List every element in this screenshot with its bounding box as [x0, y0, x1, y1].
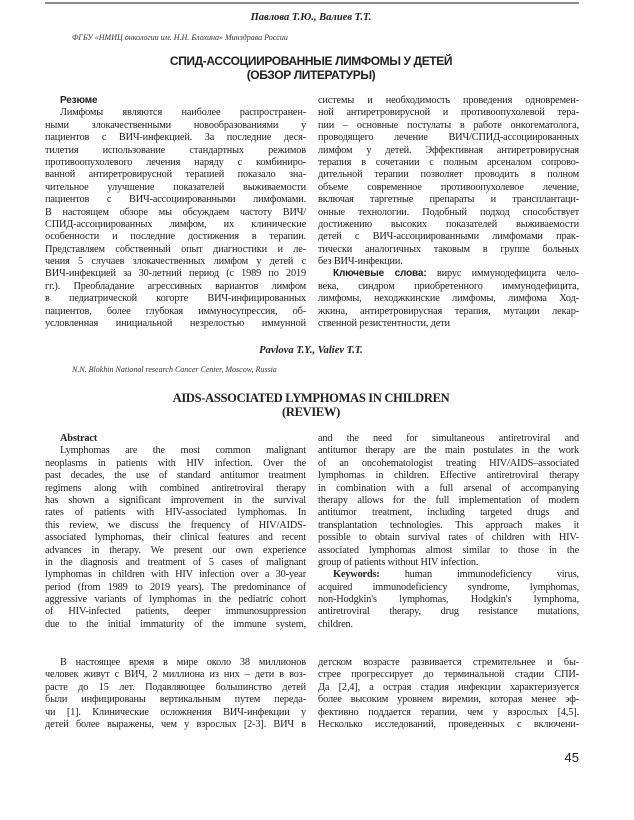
text-line: due to the initial immaturity of the immune system,	[45, 618, 306, 630]
keywords-en	[318, 582, 579, 632]
text-line: therapy allows for the full implementation of modern	[318, 494, 579, 506]
keywords-en-first-line	[318, 569, 579, 581]
text-line: associated lymphomas almost similar to those in the	[318, 544, 579, 556]
text-line: детей с ВИЧ-ассоциированными лимфомами прак-	[318, 231, 579, 243]
text-line: Лимфомы являются наиболее распространен-	[60, 107, 306, 119]
text-line: онные технологии. Подобный подход способствует	[318, 206, 579, 218]
text-line: чения 5 случаев злокачественных лимфом у детей с	[45, 256, 306, 268]
text-line: чительное улучшение показателей выживаемости	[45, 181, 306, 193]
abstract-en-text	[45, 445, 306, 631]
authors-ru: Павлова Т.Ю., Валиев Т.Т.	[250, 12, 372, 23]
text-line: rates of patients with HIV-associated lymphomas. In	[45, 507, 306, 519]
text-line: possible to obtain survival rates of children with HIV-	[318, 532, 579, 544]
text-line: antitumor treatment, including targeted drugs and	[318, 507, 579, 519]
keywords-ru-text: вирус иммунодефицита чело-	[436, 268, 579, 280]
text-line: объеме современное противоопухолевое лечение,	[318, 181, 579, 193]
keywords-label-en: Keywords:	[333, 569, 380, 581]
text-line: чи [1]. Клинические осложнения ВИЧ-инфекции у	[45, 706, 306, 718]
text-line: ственной резистентности, дети	[318, 318, 450, 330]
keywords-ru-first-line	[318, 268, 579, 280]
abstract-ru-text	[45, 107, 306, 330]
text-line: Несколько исследований, проведенных с включени-	[318, 718, 579, 730]
page-number: 45	[564, 750, 579, 765]
text-line: aggressive variants of lymphomas in the pediatric cohort	[45, 594, 306, 606]
body-right-column	[318, 657, 579, 731]
text-line: условленная инициальной незрелостью иммунной	[45, 318, 306, 330]
text-line: non-Hodgkin's lymphomas, Hodgkin's lymphoma,	[318, 594, 579, 606]
text-line: in combination with a full arsenal of accompanying	[318, 482, 579, 494]
text-line: transplantation technologies. This approach makes it	[318, 519, 579, 531]
text-line: ной антиретровирусной и противоопухолевой тера-	[318, 107, 579, 119]
text-line: лимфом у детей. Эффективная антиретровирусная	[318, 144, 579, 156]
text-line: group of patients without HIV infection.	[318, 556, 479, 568]
text-line: lymphomas in children. Effective antiretroviral therapy	[318, 470, 579, 482]
text-line: В настоящее время в мире около 38 миллионов	[60, 657, 306, 668]
title-line: (REVIEW)	[281, 405, 341, 419]
body-text-cont	[318, 657, 579, 731]
text-line: в педиатрической когорте ВИЧ-инфицированных	[45, 293, 306, 305]
text-line: пии – основные постулаты в работе онкогематолога,	[318, 119, 579, 131]
text-line: пациентов с ВИЧ-ассоциированными лимфомами.	[45, 194, 306, 206]
abstract-en-left-column	[45, 433, 306, 631]
abstract-ru-text-cont	[318, 95, 579, 268]
text-line: расте до 15 лет. Подавляющее большинство детей	[45, 681, 306, 693]
text-line: гг.). Преобладание агрессивных вариантов лимфом	[45, 280, 306, 292]
text-line: of HIV-infected patients, deeper immunosuppression	[45, 606, 306, 618]
affiliation-ru: ФГБУ «НМИЦ онкологии им. Н.Н. Блохина» Минздрава России	[72, 33, 288, 42]
text-line: this review, we discuss the frequency of HIV/AIDS-	[45, 519, 306, 531]
text-line: без ВИЧ-инфекции.	[318, 256, 403, 268]
text-line: особенности и последние достижения в терапии.	[45, 231, 306, 243]
text-line: Представляем собственный опыт диагностики и ле-	[45, 243, 306, 255]
affiliation-en: N.N. Blokhin National research Cancer Center, Moscow, Russia	[72, 365, 277, 374]
text-line: neoplasms in patients with HIV infection. Over the	[45, 457, 306, 469]
text-line: children.	[318, 618, 353, 630]
text-line: associated lymphomas, their clinical features and recent	[45, 532, 306, 544]
text-line: противоопухолевого лечения наряду с комбиниро-	[45, 156, 306, 168]
text-line: детском возрасте развивается стремительнее и бы-	[318, 657, 579, 668]
text-line: period (from 1989 to 2019 years). The predominance of	[45, 581, 306, 593]
text-line: ВИЧ-инфекцией за 30-летний период (с 1989 по 2019	[45, 268, 306, 280]
abstract-ru-right-column	[318, 95, 579, 330]
text-line: regimens along with combined antiretroviral therapy	[45, 482, 306, 494]
text-line: antiretroviral therapy, drug resistance mutations,	[318, 606, 579, 618]
text-line: достижению высоких показателей выживаемости	[318, 218, 579, 230]
article-title-en	[0, 391, 622, 419]
abstract-ru-left-column	[45, 95, 306, 330]
text-line: пациентов, более глубокая иммуносупрессия, об-	[45, 305, 306, 317]
authors-en: Pavlova T.Y., Valiev T.T.	[259, 345, 363, 356]
text-line: СПИД-ассоциированных лимфом, их клинические	[45, 218, 306, 230]
text-line: lymphomas in children with HIV infection over a 30-year	[45, 569, 306, 581]
text-line: advances in therapy. We present our own experience	[45, 544, 306, 556]
text-line: acquired immunodeficiency syndrome, lymphomas,	[318, 581, 579, 593]
text-line: тически аналогичных таковым в группе больных	[318, 243, 579, 255]
text-line: Lymphomas are the most common malignant	[60, 445, 306, 457]
text-line: in the diagnosis and treatment of 5 cases of malignant	[45, 556, 306, 568]
keywords-label-ru: Ключевые слова:	[333, 268, 427, 280]
text-line: В настоящем обзоре мы обсуждаем частоту ВИЧ/	[45, 206, 306, 218]
text-line: терапия в сочетании с полным арсеналом сопрово-	[318, 156, 579, 168]
title-line: (ОБЗОР ЛИТЕРАТУРЫ)	[246, 68, 376, 82]
text-line: and the need for simultaneous antiretroviral and	[318, 433, 579, 444]
text-line: жкина, антиретровирусная терапия, мутации лекар-	[318, 305, 579, 317]
keywords-ru	[318, 281, 579, 331]
text-line: века, синдром приобретенного иммунодефицита,	[318, 280, 579, 292]
header-rule	[45, 2, 579, 4]
text-line: antitumor therapy are the main postulates in the work	[318, 445, 579, 457]
text-line: Да [2,4], а острая стадия инфекции характеризуется	[318, 681, 579, 693]
text-line: стрее прогрессирует до терминальной стадии СПИ-	[318, 669, 579, 681]
abstract-en-text-cont	[318, 433, 579, 569]
text-line: детей более выражены, чем у взрослых [2-3]. ВИЧ в	[45, 718, 306, 730]
text-line: более высоким уровнем виремии, которая менее эф-	[318, 694, 579, 706]
text-line: были инфицированы вертикальным путем переда-	[45, 694, 306, 706]
text-line: лимфомы, неходжкинские лимфомы, лимфома Ход-	[318, 293, 579, 305]
abstract-en-right-column	[318, 433, 579, 631]
text-line: пациентов с ВИЧ-инфекцией. За последние деся-	[45, 132, 306, 144]
keywords-en-text: human immunodeficiency virus,	[404, 569, 579, 581]
text-line: фективно поддается терапии, чем у взрослых [4,5].	[318, 706, 579, 718]
text-line: has shown a significant improvement in the survival	[45, 494, 306, 506]
text-line: of an oncohematologist treating HIV/AIDS–associated	[318, 457, 579, 469]
abstract-heading-en: Abstract	[60, 433, 98, 444]
text-line: тилетия использование стандартных режимов	[45, 144, 306, 156]
text-line: включая таргетные препараты и трансплантаци-	[318, 194, 579, 206]
abstract-heading-ru: Резюме	[60, 95, 98, 106]
text-line: системы и необходимость проведения одновремен-	[318, 95, 579, 106]
text-line: дительной терапии позволяет проводить в полном	[318, 169, 579, 181]
article-title-ru	[0, 54, 622, 82]
title-line: AIDS-ASSOCIATED LYMPHOMAS IN CHILDREN	[172, 391, 450, 405]
text-line: ными злокачественными новообразованиями у	[45, 119, 306, 131]
body-left-column	[45, 657, 306, 731]
body-text	[45, 657, 306, 731]
text-line: человек живут с ВИЧ, 2 миллиона из них – дети в воз-	[45, 669, 306, 681]
text-line: past decades, the use of standard antitumor treatment	[45, 470, 306, 482]
text-line: проводящего лечение ВИЧ/СПИД-ассоциированных	[318, 132, 579, 144]
text-line: ванной антиретровирусной терапией показало зна-	[45, 169, 306, 181]
title-line: СПИД-АССОЦИИРОВАННЫЕ ЛИМФОМЫ У ДЕТЕЙ	[169, 54, 453, 68]
